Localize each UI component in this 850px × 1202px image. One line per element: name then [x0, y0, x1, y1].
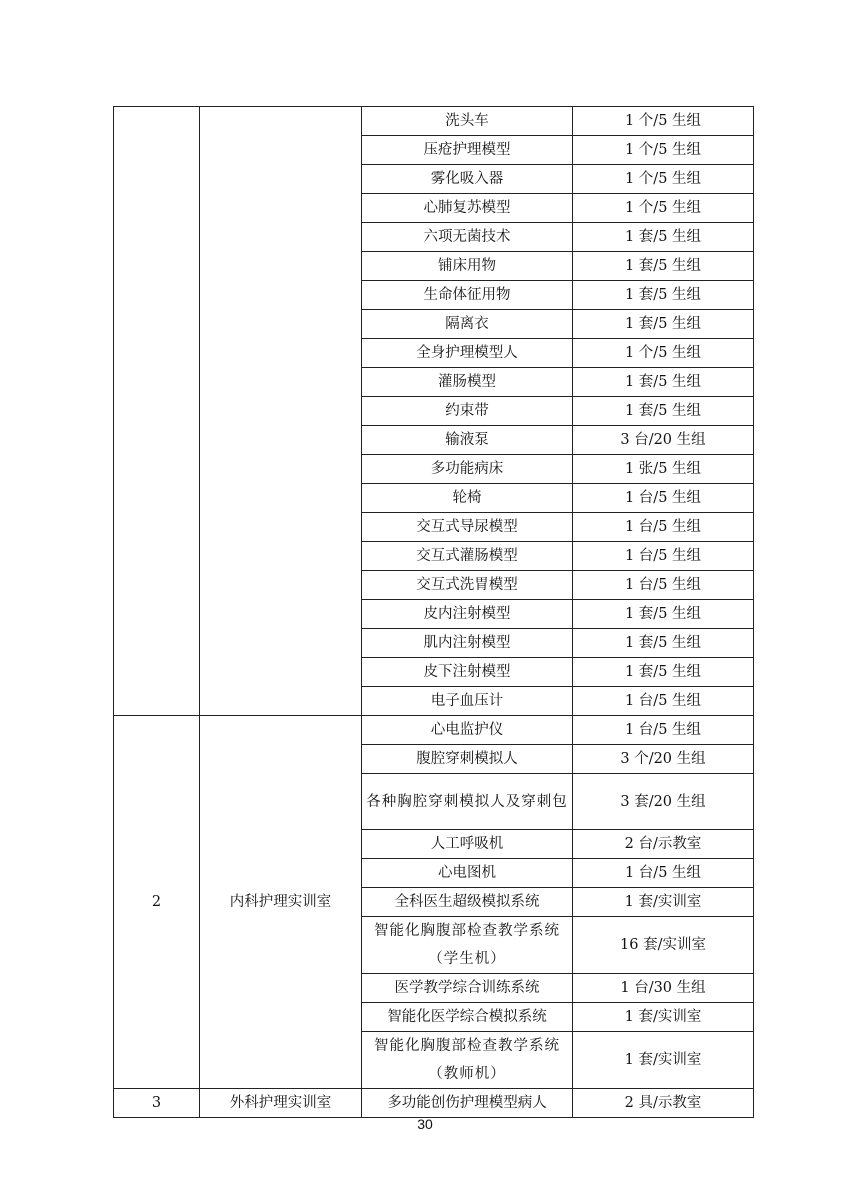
equipment-name: 轮椅: [362, 484, 573, 513]
equipment-name: 生命体征用物: [362, 281, 573, 310]
training-room-cell: 外科护理实训室: [200, 1089, 362, 1118]
equipment-quantity: 3 个/20 生组: [573, 745, 754, 774]
equipment-name: 交互式灌肠模型: [362, 542, 573, 571]
equipment-name: 医学教学综合训练系统: [362, 974, 573, 1003]
equipment-quantity: 1 个/5 生组: [573, 165, 754, 194]
equipment-name: 压疮护理模型: [362, 136, 573, 165]
equipment-table: [113, 106, 754, 1118]
equipment-quantity: 1 套/5 生组: [573, 281, 754, 310]
equipment-quantity: 1 套/实训室: [573, 1032, 754, 1089]
training-room-cell: [200, 107, 362, 716]
equipment-name: 智能化胸腹部检查教学系统（教师机）: [362, 1032, 573, 1089]
equipment-quantity: 1 台/5 生组: [573, 513, 754, 542]
equipment-name: 电子血压计: [362, 687, 573, 716]
row-number-cell: 3: [114, 1089, 200, 1118]
equipment-quantity: 1 台/5 生组: [573, 859, 754, 888]
equipment-quantity: 1 套/实训室: [573, 1003, 754, 1032]
equipment-quantity: 1 套/5 生组: [573, 310, 754, 339]
equipment-quantity: 3 台/20 生组: [573, 426, 754, 455]
equipment-name: 各种胸腔穿刺模拟人及穿刺包: [362, 774, 573, 830]
equipment-name: 交互式导尿模型: [362, 513, 573, 542]
equipment-name: 皮下注射模型: [362, 658, 573, 687]
equipment-name: 交互式洗胃模型: [362, 571, 573, 600]
equipment-quantity: 16 套/实训室: [573, 917, 754, 974]
equipment-name: 全身护理模型人: [362, 339, 573, 368]
equipment-quantity: 1 张/5 生组: [573, 455, 754, 484]
equipment-quantity: 1 台/5 生组: [573, 716, 754, 745]
equipment-quantity: 2 具/示教室: [573, 1089, 754, 1118]
equipment-name: 人工呼吸机: [362, 830, 573, 859]
page-number: 30: [417, 1116, 433, 1132]
equipment-quantity: 1 台/5 生组: [573, 687, 754, 716]
equipment-name: 心电监护仪: [362, 716, 573, 745]
training-room-cell: 内科护理实训室: [200, 716, 362, 1089]
equipment-name: 约束带: [362, 397, 573, 426]
equipment-quantity: 1 台/5 生组: [573, 571, 754, 600]
equipment-name: 肌内注射模型: [362, 629, 573, 658]
equipment-quantity: 1 套/实训室: [573, 888, 754, 917]
equipment-quantity: 1 套/5 生组: [573, 368, 754, 397]
equipment-name: 雾化吸入器: [362, 165, 573, 194]
equipment-name: 隔离衣: [362, 310, 573, 339]
row-number-cell: [114, 107, 200, 716]
equipment-quantity: 1 套/5 生组: [573, 252, 754, 281]
equipment-quantity: 2 台/示教室: [573, 830, 754, 859]
equipment-name: 输液泵: [362, 426, 573, 455]
equipment-name: 多功能病床: [362, 455, 573, 484]
equipment-quantity: 1 套/5 生组: [573, 397, 754, 426]
equipment-quantity: 1 台/5 生组: [573, 542, 754, 571]
equipment-quantity: 1 个/5 生组: [573, 339, 754, 368]
equipment-quantity: 1 台/30 生组: [573, 974, 754, 1003]
equipment-quantity: 1 套/5 生组: [573, 600, 754, 629]
equipment-name: 洗头车: [362, 107, 573, 136]
equipment-quantity: 1 台/5 生组: [573, 484, 754, 513]
equipment-name: 皮内注射模型: [362, 600, 573, 629]
equipment-name: 多功能创伤护理模型病人: [362, 1089, 573, 1118]
equipment-name: 心电图机: [362, 859, 573, 888]
equipment-quantity: 1 个/5 生组: [573, 136, 754, 165]
equipment-name: 智能化医学综合模拟系统: [362, 1003, 573, 1032]
equipment-quantity: 1 套/5 生组: [573, 629, 754, 658]
row-number-cell: 2: [114, 716, 200, 1089]
equipment-name: 全科医生超级模拟系统: [362, 888, 573, 917]
equipment-name: 灌肠模型: [362, 368, 573, 397]
equipment-quantity: 1 套/5 生组: [573, 658, 754, 687]
equipment-quantity: 3 套/20 生组: [573, 774, 754, 830]
equipment-name: 腹腔穿刺模拟人: [362, 745, 573, 774]
equipment-name: 心肺复苏模型: [362, 194, 573, 223]
equipment-quantity: 1 个/5 生组: [573, 107, 754, 136]
equipment-name: 智能化胸腹部检查教学系统（学生机）: [362, 917, 573, 974]
equipment-quantity: 1 个/5 生组: [573, 194, 754, 223]
equipment-name: 铺床用物: [362, 252, 573, 281]
equipment-name: 六项无菌技术: [362, 223, 573, 252]
equipment-quantity: 1 套/5 生组: [573, 223, 754, 252]
